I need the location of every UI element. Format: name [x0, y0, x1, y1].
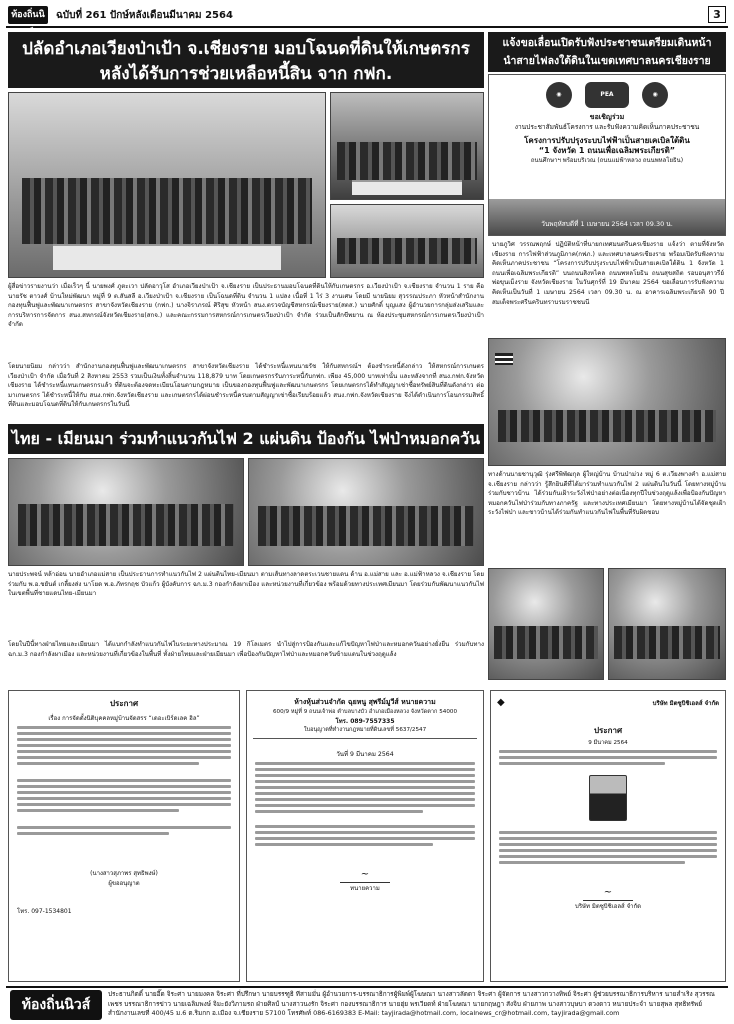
notice3-signature: ~ — [583, 887, 633, 901]
story1-body-p1: ผู้สื่อข่าวรายงานว่า เมื่อเร็วๆ นี้ นายพงศ์ ภูตะเวา ปลัดอาวุโส อำเภอเวียงป่าเป้า จ.เชียงราย เป็นประธานมอบโฉนดที่ดินให้กับเกษตรกร อ.เวียงป่าเป้า จ.เชียงราย จำนวน 1 ราย คือนายรัช ตาวงศ์ บ้านใหม่พัฒนา หมู่ที่ 9 ต.สันสลี อ.เวียงป่าเป้า จ.เชียงราย เป็นโฉนดที่ดิน จำนวน 1 แปลง เนื้อที่ 1 ไร่ 3 งานเศษ โดยมี นายนิยม สุวรรณประภา หัวหน้าสำนักงานกองทุนฟื้นฟูและพัฒนาเกษตรกร สาขาจังหวัดเชียงราย (กฟก.) นางจิราภรณ์ ศิริสุข หัวหน้า สนง.ตรวจบัญชีสหกรณ์เชียงราย(สตส.) นายศักดิ์ บุญแสง ผู้อำนวยการกลุ่มส่งเสริมและการบริหารการจัดการ สนง.สหกรณ์จังหวัดเชียงราย(สกจ.) และคณะกรรมการสหกรณ์การเกษตรเวียงป่าเป้า จำกัด ร่วมเป็นสักขีพยาน ณ ห้องประชุมสหกรณ์การเกษตรเวียงป่าเป้า จำกัด — [8, 283, 484, 329]
pea-roads: ถนนศึกษาฯ พร้อมบริเวณ (ถนนแม่ฟ้าหลวง ถนนพหลโยธิน) — [530, 157, 684, 164]
notice2-org: ห้างหุ้นส่วนจำกัด ฉุยหนู สุพรีม์มูวีส์ หนายความ — [294, 698, 436, 706]
notice2-license: ใบอนุญาตที่ทำงานกฎหมายที่ดินเลขที่ 5637/2547 — [303, 727, 427, 733]
story1-headline-box — [8, 32, 484, 88]
story2-body-p2: โดยในปีนี้ทางฝ่ายไทยและเมียนมา ได้แบกกำลังทำแนวกันไฟในระยะทางประมาณ 19 กิโลเมตร นำไปสู่การป้องกันและแก้ไขปัญหาไฟป่าและหมอกควันอย่างยั่งยืน ร่วมกับทาง ฉก.ม.3 กองกำลังผาเมือง และหน่วยงานที่เกี่ยวข้องในพื้นที่ ทั้งฝ่ายไทยและฝ่ายเมียนมา เพื่อป้องกันปัญหาไฟป่าและหมอกควันข้ามแดนในช่วงฤดูแล้ง — [8, 641, 484, 658]
notice-law-office — [246, 690, 484, 982]
photo-people-group — [498, 410, 715, 443]
notice2-sign-role: ทนายความ — [350, 885, 380, 892]
photo-people-group — [337, 142, 477, 180]
ad-headline-box — [488, 32, 726, 72]
notice3-title: ประกาศ — [593, 726, 623, 735]
notice1-role: ผู้ขออนุญาต — [108, 880, 140, 887]
pea-poster-skyline — [489, 199, 725, 235]
story2-right-body: ทางด้านนายชานุวุฒิ รุ่งศรีพิพัฒกุล ผู้ใหญ่บ้าน บ้านป่าม่วง หมู่ 6 ต.เวียงพางคำ อ.แม่สาย จ.เชียงราย กล่าวว่า รู้สึกยินดีที่ได้มาร่วมทำแนวกันไฟ 2 แผ่นดินในวันนี้ โดยทางหมู่บ้าน ร่วมกับชาวบ้าน ได้ร่วมกันเฝ้าระวังไฟป่าอย่างต่อเนื่องทุกปีในช่วงฤดูแล้งเพื่อป้องกันปัญหาหมอกควันไฟป่าร่วมกับทางภาครัฐ และทางประเทศเมียนมา โดยทางหมู่บ้านได้จัดชุดเฝ้าระวังไฟป่า และชาวบ้านได้ร่วมกันทำแนวกันไฟในพื้นที่รับผิดชอบ — [488, 471, 726, 517]
thai-flag-icon — [495, 353, 513, 365]
photo-forest-work-2 — [608, 568, 726, 680]
photo-people-group — [614, 626, 721, 659]
pea-article-body: นายภูวิศ วรรณพฤกษ์ ปฏิบัติหน้าที่นายกเทศมนตรีนครเชียงราย แจ้งว่า ตามที่จังหวัดเชียงราย การไฟฟ้าส่วนภูมิภาค(กฟภ.) และเทศบาลนครเชียงราย พร้อมเปิดรับฟังความคิดเห็นภาคประชาชน “โครงการปรับปรุงระบบไฟฟ้าเป็นสายเคเบิลใต้ดิน 1 จังหวัด 1 ถนนเพื่อเฉลิมพระเกียรติ” บนถนนสิงหไคล ถนนพหลโยธิน ถนนสุขสถิต รอบอนุสาวรีย์พ่อขุนเม็งราย จังหวัดเชียงราย ในวันศุกร์ที่ 19 มีนาคม 2564 ขอเลื่อนการรับฟังความคิดเห็นเป็นวันที่ 1 เมษายน 2564 เวลา 09.30 น. ณ อาคารเฉลิมพระเกียรติ 90 ปี สมเด็จพระศรีนครินทราบรมราชชนนี — [492, 241, 724, 306]
notice2-date: วันที่ 9 มีนาคม 2564 — [336, 751, 394, 758]
footer-logo: ท้องถิ่นนิวส์ — [10, 990, 102, 1020]
photo-fire-break-team — [488, 338, 726, 466]
photo-forest-work-1 — [488, 568, 604, 680]
page-number: 3 — [708, 6, 726, 23]
story1-headline-line2: หลังได้รับการช่วยเหลือหนี้สิน จาก กฟก. — [99, 64, 393, 84]
pea-slogan: “1 จังหวัด 1 ถนนเพื่อเฉลิมพระเกียรติ” — [538, 146, 676, 155]
photo-border-crowd — [8, 458, 244, 566]
photo-soldiers-line — [248, 458, 484, 566]
ad-headline-line1: แจ้งขอเลื่อนเปิดรับฟังประชาชนเตรียมเดินหน้า — [502, 37, 712, 49]
pea-date: วันพฤหัสบดีที่ 1 เมษายน 2564 เวลา 09.30 น. — [541, 220, 673, 228]
notice1-signer: (นางสาวสุภาพร สุทธิพงษ์) — [90, 870, 158, 877]
notice-housing-estate — [8, 690, 240, 982]
ad-headline-line2: นำสายไฟลงใต้ดินในเขตเทศบาลนครเชียงราย — [503, 55, 711, 67]
notice1-phone: โทร. 097-1534801 — [17, 908, 72, 915]
photo-meeting-table — [352, 180, 461, 195]
notice1-subject: เรื่อง การจัดตั้งนิติบุคคลหมู่บ้านจัดสรร “เดอะเบิร์ดเลค ฮิล” — [48, 715, 200, 722]
notice3-date: 9 มีนาคม 2564 — [588, 740, 628, 746]
issue-line: ฉบับที่ 261 ปักษ์หลังเดือนมีนาคม 2564 — [56, 10, 233, 21]
story2-headline: ไทย - เมียนมา ร่วมทำแนวกันไฟ 2 แผ่นดิน ป้องกัน ไฟป่าหมอกควัน — [8, 424, 484, 454]
photo-people-group — [18, 504, 233, 546]
notice3-company-header: บริษัท มิตซูบิชิเอลส์ จำกัด — [652, 699, 719, 707]
photo-people-group — [494, 626, 599, 659]
notice1-title: ประกาศ — [109, 699, 139, 708]
notice2-signature: ~ — [340, 869, 390, 883]
story1-headline-line1: ปลัดอำเภอเวียงป่าเป้า จ.เชียงราย มอบโฉนดที่ดินให้เกษตรกร — [22, 39, 470, 59]
story1-body-p2: โดยนายนิยม กล่าวว่า สำนักงานกองทุนฟื้นฟูและพัฒนาเกษตรกร สาขาจังหวัดเชียงราย ได้ชำระหนี้แทนนายรัช ให้กับสหกรณ์ฯ ต้องชำระหนี้ดังกล่าว ให้สหกรณ์การเกษตรเวียงป่าเป้า จำกัด เมื่อวันที่ 2 สิงหาคม 2553 รวมเป็นเงินทั้งสิ้นจำนวน 118,879 บาท โดยเกษตรกรรับภาระหนี้กับกฟก. เพียง 45,000 บาทเท่านั้น และหลังจากที่ สนง.กฟก.จังหวัดเชียงราย ได้ชำระหนี้แทนเกษตรกรแล้ว ที่ดินจะต้องจดทะเบียนโอนตามกฎหมาย เป็นของกองทุนฟื้นฟูและพัฒนาเกษตรกร โดยเกษตรกรได้ทำสัญญาเช่าซื้อทรัพย์สินที่ดินดังกล่าว ต่อมาเกษตรกร ได้ชำระหนี้ให้กับ สนง.กฟก.จังหวัดเชียงราย และเกษตรกรได้ผ่อนชำระหนี้ครบตามสัญญาเช่าซื้อเรียบร้อยแล้ว สนง.กฟก.จังหวัดเชียงราย จึงได้ดำเนินการโอนกรรมสิทธิ์ที่ดินและมอบโฉนดที่ดินให้กับเกษตรกรในวันนี้ — [8, 363, 484, 409]
pea-logo: PEA — [585, 82, 629, 108]
pea-logo-row — [489, 75, 725, 108]
pea-poster — [488, 74, 726, 236]
photo-people-group — [258, 506, 473, 546]
pea-project: โครงการปรับปรุงระบบไฟฟ้าเป็นสายเคเบิลใต้ดิน — [524, 136, 690, 145]
photo-meeting-table — [53, 244, 281, 270]
government-seal-icon: ◉ — [546, 82, 572, 108]
municipality-seal-icon: ◉ — [642, 82, 668, 108]
photo-certificate-handover — [330, 92, 484, 200]
mitsubishi-logo-icon: ◆ — [497, 697, 505, 708]
photo-land-title-ceremony — [8, 92, 326, 278]
pea-event: งานประชาสัมพันธ์โครงการ และรับฟังความคิดเห็นภาคประชาชน — [514, 123, 700, 131]
notice3-signer: บริษัท มิตซูบิชิเอลส์ จำกัด — [575, 903, 641, 910]
footer-masthead: ประธานกิตติ์ นายอี๊ด จิระศา นายมงคล จิระศา ที่ปรึกษา นายบรรฑูธิ ทีสามมั่น ผู้อำนวยการ-บรรณาธิการผู้พิมพ์ผู้โฆษณา นางสาวลัดดา จิระศา ผู้จัดการ นางสาวกวางทิพย์ จิระศา ผู้ช่วยบรรณาธิการบริหาร นายสำเริง สุวรรณเพชร บรรณาธิการข่าว นายเฉลิมพงษ์ จิมะยังวิภามรถ ฝ่ายศิลป์ นางสาวนงรัก จิระศา กองบรรณาธิการ นายฮุ่ย พรเวียดท์ ฝ่ายโฆษณา นายกฤษฎา สังจิบ ฝ่ายภาพ นางสาวบุษบา ดวงดาว หนายประจำ นายสุพล สุทธิทรัพย์ สำนักงานเลขที่ 400/45 ม.6 ต.ริมกก อ.เมือง จ.เชียงราย 57100 โทรศัพท์ 086-6169383 E-Mail: tayjirada@hotmail.com, localnews_cr@hotmail.com, tayjirada@gmail.com — [108, 990, 715, 1017]
photo-people-group — [337, 238, 477, 264]
photo-receiving-deed — [330, 204, 484, 278]
newspaper-logo: ท้องถิ่นนิ — [8, 6, 48, 24]
pea-invite: ขอเชิญร่วม — [589, 113, 625, 121]
photo-people-group — [22, 178, 313, 244]
notice-mitsubishi — [490, 690, 726, 982]
notice2-address: 600/9 หมู่ที่ 9 ถนนเจ้าพ่อ ตำบลบางบัว อำเภอเมืองหลวง จังหวัดตาก 54000 — [272, 709, 458, 715]
story2-body-p1: นายประพจน์ หล้าอ่อน นายอำเภอแม่สาย เป็นประธานการทำแนวกันไฟ 2 แผ่นดินไทย-เมียนมา ตามเส้นทางลาดตระเวนชายแดน ด้าน อ.แม่สาย และ อ.แม่ฟ้าหลวง จ.เชียงราย โดยร่วมกับ พ.อ.ชยันต์ เกลี้ยงส่ง นาโยด พ.อ.ภัทรกฤช บัวแก้ว ผู้บังคับการ ฉก.ม.3 กองกำลังผาเมือง และหน่วยงานที่เกี่ยวข้อง พร้อมด้วยทางประเทศเมียนมา โดยร่วมกันพัฒนาแนวกันไฟ ในเขตพื้นที่ชายแดนไทย-เมียนมา — [8, 571, 484, 598]
notice2-phone: โทร. 089-7557335 — [335, 718, 395, 725]
person-portrait — [589, 775, 627, 821]
